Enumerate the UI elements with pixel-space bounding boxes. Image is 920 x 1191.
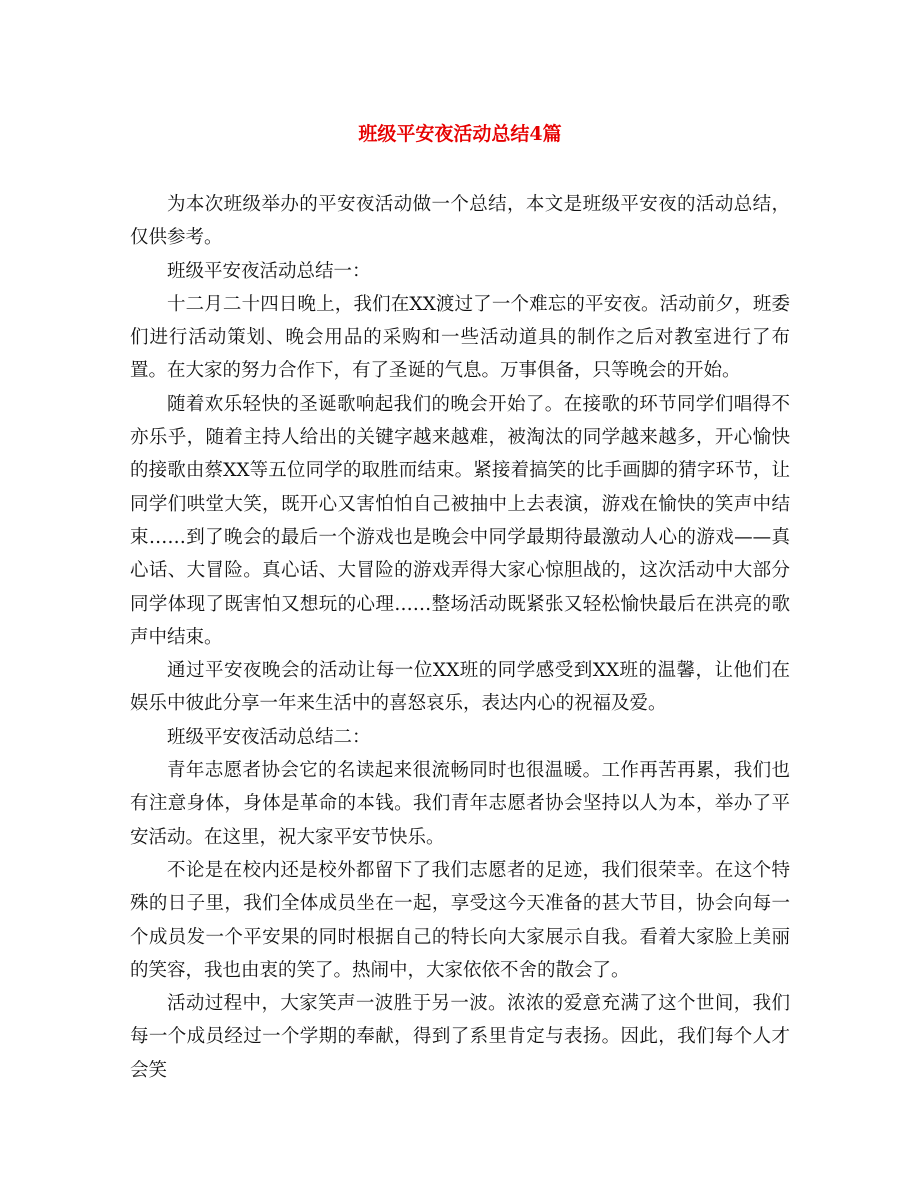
paragraph: 随着欢乐轻快的圣诞歌响起我们的晚会开始了。在接歌的环节同学们唱得不亦乐乎，随着主持人给出的关键字越来越难，被淘汰的同学越来越多，开心愉快的接歌由蔡XX等五位同学的取胜而结束。紧接着搞笑的比手画脚的猜字环节，让同学们哄堂大笑，既开心又害怕怕自己被抽中上去表演，游戏在愉快的笑声中结束……到了晚会的最后一个游戏也是晚会中同学最期待最激动人心的游戏——真心话、大冒险。真心话、大冒险的游戏弄得大家心惊胆战的，这次活动中大部分同学体现了既害怕又想玩的心理……整场活动既紧张又轻松愉快最后在洪亮的歌声中结束。 — [130, 393, 790, 648]
document-body — [130, 188, 790, 1087]
document-title: 班级平安夜活动总结4篇 — [358, 123, 562, 145]
paragraph: 十二月二十四日晚上，我们在XX渡过了一个难忘的平安夜。活动前夕，班委们进行活动策划、晚会用品的采购和一些活动道具的制作之后对教室进行了布置。在大家的努力合作下，有了圣诞的气息。万事俱备，只等晚会的开始。 — [130, 293, 790, 382]
paragraph: 活动过程中，大家笑声一波胜于另一波。浓浓的爱意充满了这个世间，我们每一个成员经过一个学期的奉献，得到了系里肯定与表扬。因此，我们每个人才会笑 — [130, 993, 790, 1081]
paragraph: 青年志愿者协会它的名读起来很流畅同时也很温暖。工作再苦再累，我们也有注意身体，身体是革命的本钱。我们青年志愿者协会坚持以人为本，举办了平安活动。在这里，祝大家平安节快乐。 — [130, 760, 790, 848]
section-heading-two: 班级平安夜活动总结二： — [167, 726, 371, 748]
paragraph: 通过平安夜晚会的活动让每一位XX班的同学感受到XX班的温馨，让他们在娱乐中彼此分享一年来生活中的喜怒哀乐，表达内心的祝福及爱。 — [130, 660, 790, 715]
paragraph: 不论是在校内还是校外都留下了我们志愿者的足迹，我们很荣幸。在这个特殊的日子里，我们全体成员坐在一起，享受这今天准备的甚大节目，协会向每一个成员发一个平安果的同时根据自己的特长向大家展示自我。看着大家脸上美丽的笑容，我也由衷的笑了。热闹中，大家依依不舍的散会了。 — [130, 859, 790, 981]
paragraph-intro: 为本次班级举办的平安夜活动做一个总结，本文是班级平安夜的活动总结，仅供参考。 — [130, 194, 790, 249]
section-heading-one: 班级平安夜活动总结一： — [167, 260, 371, 282]
